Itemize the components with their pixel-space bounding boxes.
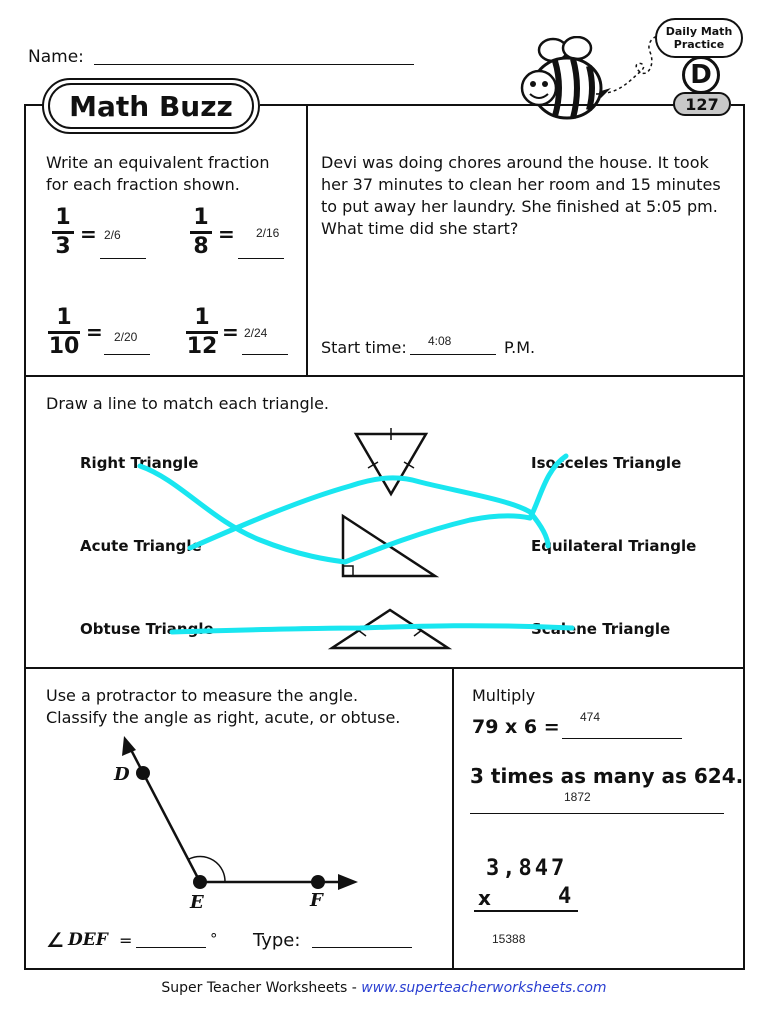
multiply-answer-1-line	[562, 738, 682, 739]
match-line-acute-to-equilateral	[190, 478, 548, 548]
multiply-problem-1: 79 x 6 =	[472, 716, 560, 738]
divider-vertical-2	[452, 667, 454, 970]
multiply-multiplier: 4	[558, 884, 572, 909]
equals-1: =	[80, 222, 97, 246]
type-label: Type:	[253, 930, 301, 951]
label-scalene-triangle[interactable]: Scalene Triangle	[531, 620, 671, 638]
fraction-3-num: 1	[56, 305, 72, 330]
badge-line1: Daily Math	[665, 25, 733, 38]
match-line-obtuse-to-scalene	[172, 626, 572, 632]
label-acute-triangle[interactable]: Acute Triangle	[80, 537, 202, 555]
word-problem-line3: to put away her laundry. She finished at 5:05 pm.	[321, 197, 718, 216]
multiply-top-number: 3,847	[486, 856, 568, 881]
label-obtuse-triangle[interactable]: Obtuse Triangle	[80, 620, 214, 638]
worksheet-number: 127	[685, 94, 719, 114]
multiply-answer-3[interactable]: 15388	[492, 932, 526, 946]
multiply-title: Multiply	[472, 686, 536, 705]
match-line-isosceles	[530, 456, 566, 518]
fraction-2-num: 1	[193, 205, 209, 230]
fraction-instructions-1: Write an equivalent fraction	[46, 153, 270, 172]
word-problem-line2: her 37 minutes to clean her room and 15 minutes	[321, 175, 721, 194]
word-problem-line4: What time did she start?	[321, 219, 519, 238]
fraction-2-answer[interactable]: 2/16	[256, 226, 280, 240]
angle-diagram	[100, 730, 370, 910]
start-time-label: Start time:	[321, 338, 407, 357]
point-f-label: F	[310, 890, 323, 911]
fraction-3-answer[interactable]: 2/20	[114, 330, 138, 344]
label-isosceles-triangle[interactable]: Isosceles Triangle	[531, 454, 682, 472]
point-e-label: E	[190, 892, 204, 913]
equals-2: =	[218, 222, 235, 246]
multiply-answer-1[interactable]: 474	[580, 710, 601, 724]
angle-measure-field[interactable]	[136, 947, 206, 948]
page-title: Math Buzz	[69, 89, 233, 123]
label-equilateral-triangle[interactable]: Equilateral Triangle	[531, 537, 697, 555]
start-time-answer[interactable]: 4:08	[428, 334, 452, 348]
label-right-triangle[interactable]: Right Triangle	[80, 454, 199, 472]
fraction-1-answer[interactable]: 2/6	[104, 228, 121, 242]
match-line-right-to-equilateral	[140, 466, 530, 562]
fraction-4-den: 12	[186, 334, 218, 359]
point-d-label: D	[114, 764, 130, 785]
angle-equals: =	[119, 931, 133, 950]
fraction-1-den: 3	[55, 234, 71, 259]
multiply-sum-line	[474, 910, 578, 912]
equals-4: =	[222, 320, 239, 344]
fraction-2-den: 8	[193, 234, 209, 259]
fraction-instructions-2: for each fraction shown.	[46, 175, 240, 194]
level-letter: D	[690, 60, 712, 90]
name-label: Name:	[28, 47, 84, 67]
fraction-4-answer[interactable]: 2/24	[244, 326, 268, 340]
triangle-instructions: Draw a line to match each triangle.	[46, 394, 330, 413]
degree-symbol: °	[210, 930, 218, 948]
matching-lines	[140, 456, 572, 632]
fraction-3-den: 10	[48, 334, 80, 359]
angle-symbol: ∠	[46, 928, 64, 952]
multiply-answer-2[interactable]: 1872	[564, 790, 591, 804]
badge-line2: Practice	[673, 38, 725, 51]
word-problem-line1: Devi was doing chores around the house. It took	[321, 153, 709, 172]
multiply-operator: x	[478, 886, 491, 910]
angle-instructions-1: Use a protractor to measure the angle.	[46, 686, 359, 705]
footer-text: Super Teacher Worksheets -	[161, 980, 362, 996]
angle-measure-label: DEF	[68, 930, 108, 950]
equals-3: =	[86, 320, 103, 344]
angle-type-field[interactable]	[312, 947, 412, 948]
angle-instructions-2: Classify the angle as right, acute, or obtuse.	[46, 708, 401, 727]
pm-label: P.M.	[504, 338, 536, 357]
fraction-1-num: 1	[55, 205, 71, 230]
multiply-problem-2: 3 times as many as 624.	[470, 764, 744, 788]
footer-link[interactable]: www.superteacherworksheets.com	[361, 980, 607, 996]
footer	[0, 980, 768, 996]
multiply-answer-2-line	[470, 813, 724, 814]
equilateral-triangle-shape	[356, 428, 426, 494]
fraction-4-num: 1	[194, 305, 210, 330]
